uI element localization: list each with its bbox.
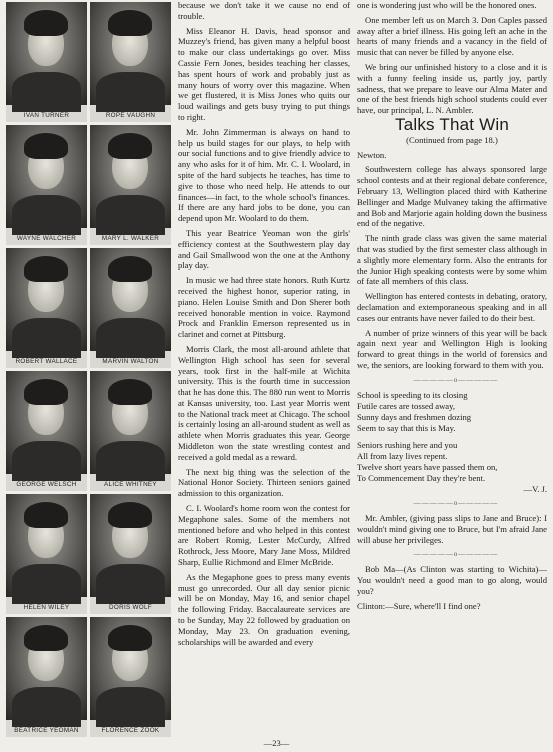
photo-row <box>6 125 172 245</box>
senior-photo-grid <box>6 2 172 740</box>
portrait-card <box>6 125 87 245</box>
portrait-card <box>90 248 171 368</box>
portrait-photo <box>90 2 171 105</box>
portrait-card <box>90 371 171 491</box>
page-number: —23— <box>263 738 290 748</box>
portrait-card <box>6 617 87 737</box>
article-paragraph: Morris Clark, the most all-around athlete that Wellington High school has seen for several years, took first in the half-mile at Wichita university. This is the fourth time in succession that he has done this. The 880 run went to Morris at Kansas university, too. Last year Morris went to the National track meet at Chicago. The school is certainly losing an all-around student as well as athlete when Morris graduates this year. George Middleton won the state wrestling contest and received a gold medal as a reward. <box>178 343 350 462</box>
portrait-photo <box>6 125 87 228</box>
article-paragraph: Miss Eleanor H. Davis, head sponsor and Muzzey's friend, has given many a helpful boost to make our class undertakings go over. Miss Cassie Fern Jones, besides teaching her classes, has spent hours of work and probably just as many hours of worry over this magazine. When we get flustered, it is Miss Jones who quits our loud wailings and gets busy trying to put things to right. <box>178 25 350 122</box>
portrait-photo <box>90 371 171 474</box>
portrait-caption: ALICE WHITNEY <box>104 481 157 488</box>
portrait-caption: HELEN WILEY <box>23 604 70 611</box>
joke-paragraph: Mr. Ambler, (giving pass slips to Jane and Bruce): I wouldn't mind giving one to Bruce, but I'm afraid Jane will abuse her privileges. <box>357 513 547 545</box>
photo-row <box>6 617 172 737</box>
portrait-caption: DORIS WOLF <box>109 604 152 611</box>
portrait-photo <box>90 248 171 351</box>
article-paragraph: one is wondering just who will be the honored ones. <box>357 0 537 10</box>
portrait-card <box>90 2 171 122</box>
portrait-card <box>90 125 171 245</box>
portrait-photo <box>90 125 171 228</box>
article-paragraph: We bring our unfinished history to a close and it is with a funny feeling inside us, partly joy, partly sadness, that we prepare to leave our Alma Mater and one of the best friends high school students could ever have, our principal, L. N. Ambler. <box>357 61 547 116</box>
divider: —————o————— <box>413 550 499 559</box>
portrait-photo <box>6 248 87 351</box>
poem <box>357 390 547 484</box>
portrait-caption: MARVIN WALTON <box>102 358 159 365</box>
portrait-photo <box>6 2 87 105</box>
joke-paragraph: Bob Ma—(As Clinton was starting to Wichita)—You wouldn't need a good man to go along, would you? <box>357 564 547 596</box>
article-paragraph: C. I. Woolard's home room won the contest for Megaphone sales. Some of the members not mentioned before and who helped in this contest are Robert Romig, Lester McCurdy, Alfred Rothrock, Jess Moore, Mary Jane Moss, Mildred Sharp, Eullie Richmond and Elmer McBride. <box>178 503 350 568</box>
article-paragraph: Newton. <box>357 149 387 160</box>
article-paragraph: A number of prize winners of this year will be back again next year and Wellington High is looking forward to great things in the world of forensics and we, the seniors, are looking forward to them with you. <box>357 327 547 370</box>
portrait-photo <box>6 494 87 597</box>
poem-line: School is speeding to its closing <box>357 389 468 400</box>
portrait-card <box>6 248 87 368</box>
poem-line: Sunny days and freshmen dozing <box>357 411 472 422</box>
poem-signature: —V. J. <box>523 483 547 494</box>
portrait-caption: GEORGE WELSCH <box>16 481 77 488</box>
article-column-middle <box>178 0 350 651</box>
divider: —————o————— <box>413 375 499 384</box>
article-paragraph: because we don't take it we cause no end of trouble. <box>178 0 350 21</box>
portrait-card <box>6 371 87 491</box>
photo-row <box>6 2 172 122</box>
section-heading: Talks That Win <box>395 114 509 134</box>
portrait-card <box>90 617 171 737</box>
poem-line: All from lazy lives repent. <box>357 450 448 461</box>
photo-row <box>6 494 172 614</box>
poem-line: Seem to say that this is May. <box>357 422 456 433</box>
portrait-caption: ROPE VAUGHN <box>105 112 156 119</box>
portrait-photo <box>6 371 87 474</box>
portrait-caption: ROBERT WALLACE <box>15 358 78 365</box>
portrait-caption: IVAN TURNER <box>23 112 70 119</box>
photo-row <box>6 371 172 491</box>
poem-line: Seniors rushing here and you <box>357 439 458 450</box>
portrait-caption: FLORENCE ZOOK <box>101 727 160 734</box>
joke-paragraph: Clinton:—Sure, where'll I find one? <box>357 600 481 611</box>
article-paragraph: The ninth grade class was given the same material that was studied by the first semester class although in a slightly more elementary form. Also the entrants for the Junior High speaking contests were by some whim of fate all members of this class. <box>357 233 547 287</box>
article-paragraph: As the Megaphone goes to press many events must go unrecorded. Our all day senior picnic will be on Monday, May 16, and senior chapel the following Friday. Baccalaureate services are to be Sunday, May 22 followed by graduation on Monday, May 23. On graduation evening, scholarships will be awarded and every <box>178 571 350 647</box>
portrait-caption: BEATRICE YEOMAN <box>14 727 79 734</box>
poem-line: Futile cares are tossed away, <box>357 400 455 411</box>
divider: —————o————— <box>413 499 499 508</box>
continued-note: (Continued from page 18.) <box>406 134 498 145</box>
portrait-photo <box>90 617 171 720</box>
article-column-right <box>357 0 547 615</box>
portrait-caption: WAYNE WALCHER <box>16 235 77 242</box>
article-paragraph: Wellington has entered contests in debating, oratory, declamation and extemporaneous speaking and in all cases our entrants have never failed to do their best. <box>357 291 547 323</box>
article-paragraph: In music we had three state honors. Ruth Kurtz received the highest honor, superior rating, in piano. Helen Louise Smith and Don Sherer both received honorable mention in voice. Raymond Prock and Franklin Emerson represented us in clarinet and cornet at Pittsburg. <box>178 275 350 340</box>
portrait-caption: MARY L. WALKER <box>101 235 160 242</box>
poem-line: Twelve short years have passed them on, <box>357 461 498 472</box>
portrait-card <box>6 494 87 614</box>
portrait-card <box>6 2 87 122</box>
article-paragraph: This year Beatrice Yeoman won the girls' efficiency contest at the Southwestern play day and Gail Smallwood won the one at the Anthony play day. <box>178 227 350 271</box>
article-paragraph: One member left us on March 3. Don Caples passed away after a brief illness. His going left an ache in the hearts of many friends and a vacancy in the field of music that can never be filled by anyone else. <box>357 14 547 58</box>
portrait-photo <box>90 494 171 597</box>
article-paragraph: The next big thing was the selection of the National Honor Society. Thirteen seniors gained admission to this organization. <box>178 466 350 499</box>
photo-row <box>6 248 172 368</box>
portrait-photo <box>6 617 87 720</box>
article-paragraph: Mr. John Zimmerman is always on hand to help us build stages for our plays, to help with our social functions and to give friendly advice to any who asks for it of him. Mr. C. I. Woolard, in spite of the hard subjects he teaches, has time to give to those who need help. He attends to our finances—in fact, to the whole school's finances. If there are any hard jobs to be done, you can depend upon Mr. Woolard to do them. <box>178 126 350 224</box>
article-paragraph: Southwestern college has always sponsored large school contests and at their regional debate conference, February 13, Wellington placed third with Katherine Bellinger and Madge Mulvaney taking the affirmative and Bob and Marjorie again holding down the business end of the negative. <box>357 164 547 229</box>
portrait-card <box>90 494 171 614</box>
poem-line: To Commencement Day they're bent. <box>357 472 486 483</box>
